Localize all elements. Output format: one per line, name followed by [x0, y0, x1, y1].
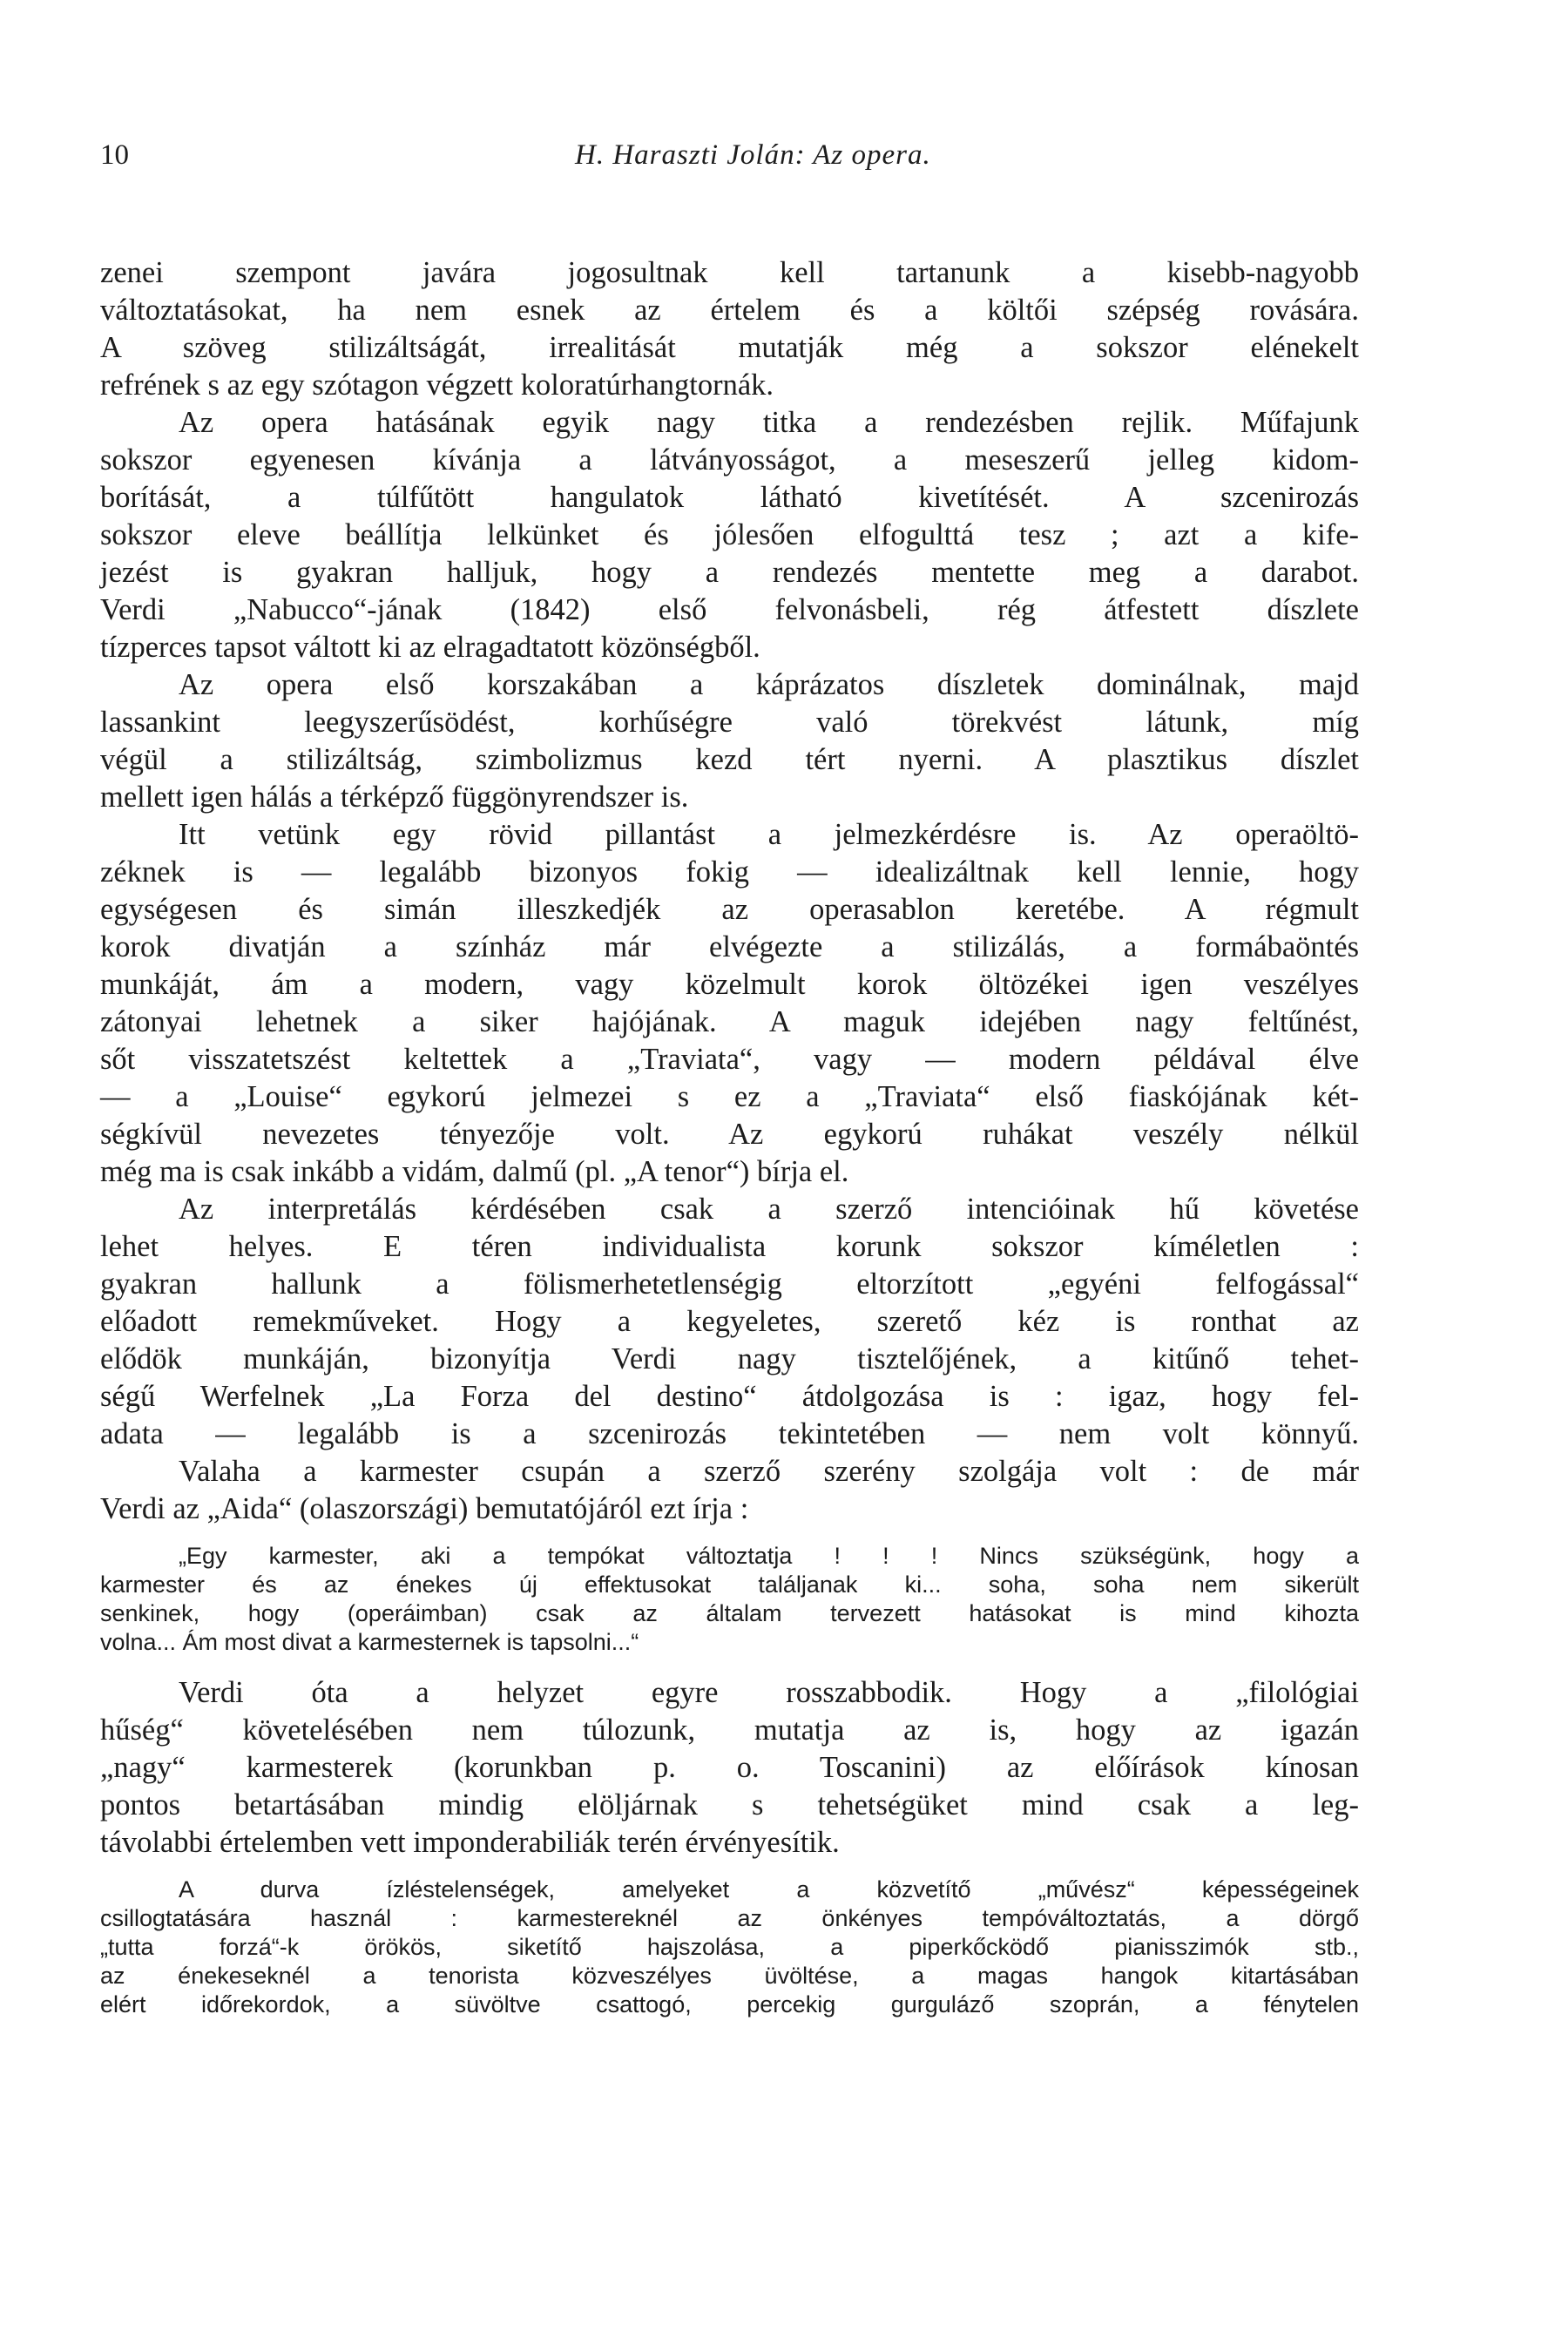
text-line: végül a stilizáltság, szimbolizmus kezd tért nyerni. A plasztikus díszlet [100, 743, 1359, 776]
verdi-quote [100, 1542, 1359, 1657]
page-number: 10 [100, 139, 129, 171]
text-line: Itt vetünk egy rövid pillantást a jelmezkérdésre is. Az operaöltö- [179, 818, 1359, 851]
text-line: sőt visszatetszést keltettek a „Traviata“, vagy — modern példával élve [100, 1043, 1359, 1076]
paragraph [100, 1674, 1359, 1862]
text-line: — a „Louise“ egykorú jelmezei s ez a „Traviata“ első fiaskójának két- [100, 1080, 1359, 1113]
text-line: jezést is gyakran halljuk, hogy a rendezés mentette meg a darabot. [100, 556, 1359, 589]
quote-line: volna... Ám most divat a karmesternek is tapsolni...“ [100, 1629, 639, 1655]
text-line: Verdi óta a helyzet egyre rosszabbodik. Hogy a „filológiai [179, 1676, 1359, 1709]
small-paragraph [100, 1876, 1359, 2019]
text-line: gyakran hallunk a fölismerhetetlenségig eltorzított „egyéni felfogással“ [100, 1267, 1359, 1301]
small-text-line: elért időrekordok, a süvöltve csattogó, percekig gurguláző szoprán, a fénytelen [100, 1991, 1359, 2017]
text-line: zátonyai lehetnek a siker hajójának. A maguk idejében nagy feltűnést, [100, 1005, 1359, 1038]
text-line: előadott remekműveket. Hogy a kegyeletes, szerető kéz is ronthat az [100, 1305, 1359, 1338]
text-line: változtatásokat, ha nem esnek az értelem és a költői szépség rovására. [100, 294, 1359, 327]
text-line: mellett igen hálás a térképző függönyrendszer is. [100, 781, 689, 814]
text-line: zéknek is — legalább bizonyos fokig — idealizáltnak kell lennie, hogy [100, 855, 1359, 889]
text-line: hűség“ követelésében nem túlozunk, mutatja az is, hogy az igazán [100, 1713, 1359, 1747]
text-line: korok divatján a színház már elvégezte a stilizálás, a formábaöntés [100, 930, 1359, 963]
text-line: „nagy“ karmesterek (korunkban p. o. Toscanini) az előírások kínosan [100, 1751, 1359, 1784]
text-line: sokszor egyenesen kívánja a látványosságot, a meseszerű jelleg kidom- [100, 443, 1359, 476]
quote-line: karmester és az énekes új effektusokat találjanak ki... soha, soha nem sikerült [100, 1571, 1359, 1598]
spacer [100, 1528, 1359, 1542]
small-text-line: az énekeseknél a tenorista közveszélyes üvöltése, a magas hangok kitartásában [100, 1963, 1359, 1989]
text-line: adata — legalább is a szcenirozás tekintetében — nem volt könnyű. [100, 1417, 1359, 1450]
text-line: távolabbi értelemben vett imponderabiliák terén érvényesítik. [100, 1826, 840, 1859]
spacer [100, 1862, 1359, 1876]
quote-line: „Egy karmester, aki a tempókat változtatja ! ! ! Nincs szükségünk, hogy a [179, 1543, 1359, 1569]
text-line: Az opera hatásának egyik nagy titka a rendezésben rejlik. Műfajunk [179, 406, 1359, 439]
text-line: A szöveg stilizáltságát, irrealitását mutatják még a sokszor elénekelt [100, 331, 1359, 364]
text-line: lassankint leegyszerűsödést, korhűségre való törekvést látunk, míg [100, 706, 1359, 739]
text-line: Verdi „Nabucco“-jának (1842) első felvonásbeli, rég átfestett díszlete [100, 593, 1359, 626]
text-line: tízperces tapsot váltott ki az elragadtatott közönségből. [100, 631, 760, 664]
text-line: zenei szempont javára jogosultnak kell tartanunk a kisebb-nagyobb [100, 256, 1359, 289]
paragraph [100, 666, 1359, 816]
running-head: H. Haraszti Jolán: Az opera. [575, 139, 931, 171]
text-line: Az opera első korszakában a káprázatos díszletek dominálnak, majd [179, 668, 1359, 701]
text-line: még ma is csak inkább a vidám, dalmű (pl. „A tenor“) bírja el. [100, 1155, 849, 1188]
small-text-line: csillogtatására használ : karmestereknél az önkényes tempóváltoztatás, a dörgő [100, 1905, 1359, 1931]
body-text [100, 254, 1359, 2019]
text-line: elődök munkáján, bizonyítja Verdi nagy tisztelőjének, a kitűnő tehet- [100, 1342, 1359, 1375]
text-line: sokszor eleve beállítja lelkünket és jólesően elfogulttá tesz ; azt a kife- [100, 518, 1359, 551]
small-text-line: „tutta forzá“-k örökös, siketítő hajszolása, a piperkőcködő pianisszimók stb., [100, 1934, 1359, 1960]
text-line: Verdi az „Aida“ (olaszországi) bemutatójáról ezt írja : [100, 1492, 749, 1525]
paragraph [100, 1191, 1359, 1453]
text-line: pontos betartásában mindig elöljárnak s tehetségüket mind csak a leg- [100, 1788, 1359, 1821]
quote-line: senkinek, hogy (operáimban) csak az általam tervezett hatásokat is mind kihozta [100, 1600, 1359, 1626]
paragraph [100, 254, 1359, 404]
text-line: Az interpretálás kérdésében csak a szerző intencióinak hű követése [179, 1193, 1359, 1226]
text-line: borítását, a túlfűtött hangulatok látható kivetítését. A szcenirozás [100, 481, 1359, 514]
text-line: munkáját, ám a modern, vagy közelmult korok öltözékei igen veszélyes [100, 968, 1359, 1001]
paragraph [100, 404, 1359, 666]
text-line: Valaha a karmester csupán a szerző szerény szolgája volt : de már [179, 1455, 1359, 1488]
text-line: ségű Werfelnek „La Forza del destino“ átdolgozása is : igaz, hogy fel- [100, 1380, 1359, 1413]
text-line: lehet helyes. E téren individualista korunk sokszor kíméletlen : [100, 1230, 1359, 1263]
text-line: egységesen és simán illeszkedjék az operasablon keretébe. A régmult [100, 893, 1359, 926]
page-header [100, 139, 1359, 178]
text-line: refrének s az egy szótagon végzett koloratúrhangtornák. [100, 368, 774, 402]
paragraph [100, 816, 1359, 1191]
text-line: ségkívül nevezetes tényezője volt. Az egykorú ruhákat veszély nélkül [100, 1118, 1359, 1151]
small-text-line: A durva ízléstelenségek, amelyeket a közvetítő „művész“ képességeinek [179, 1876, 1359, 1903]
paragraph [100, 1453, 1359, 1528]
spacer [100, 1657, 1359, 1674]
